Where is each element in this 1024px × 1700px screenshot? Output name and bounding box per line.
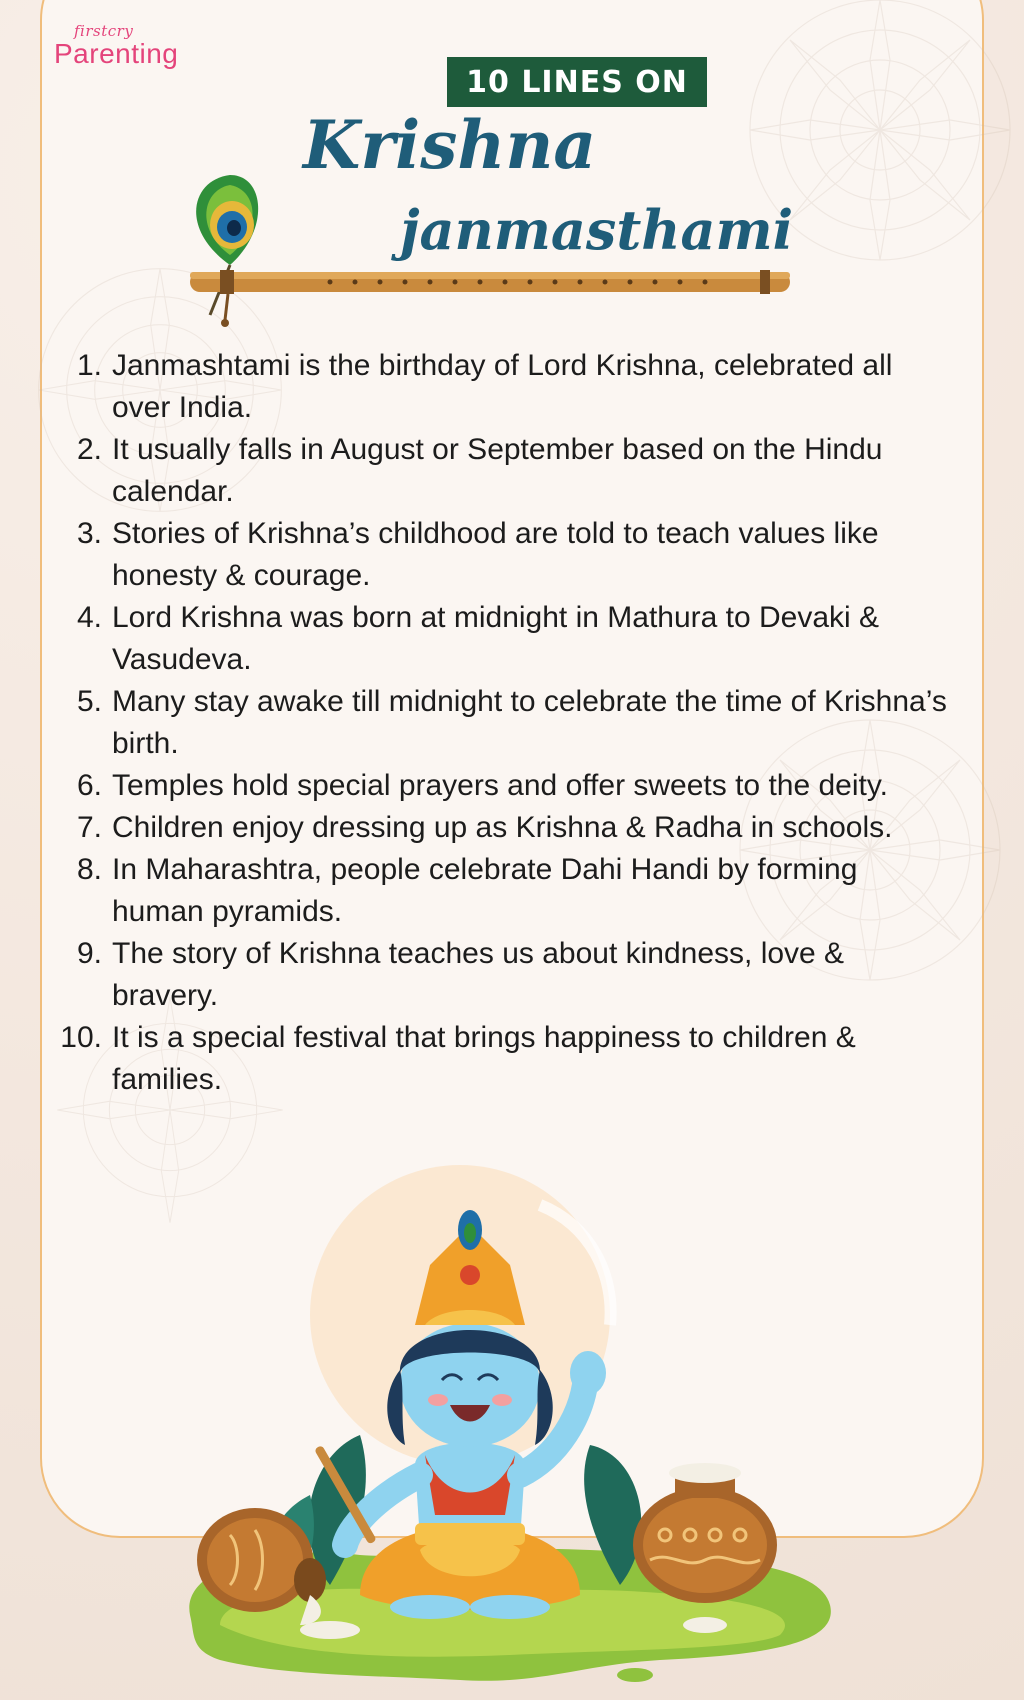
list-text: Many stay awake till midnight to celebrate the time of Krishna’s birth. — [112, 685, 947, 760]
list-number: 8. — [76, 853, 102, 886]
list-item — [50, 933, 950, 1017]
flute-icon — [190, 270, 790, 327]
peacock-feather-flute-icon — [170, 170, 800, 350]
list-text: It usually falls in August or September based on the Hindu calendar. — [112, 433, 883, 508]
list-text: Temples hold special prayers and offer sweets to the deity. — [112, 769, 888, 802]
list-item — [50, 1017, 950, 1101]
list-text: It is a special festival that brings happiness to children & families. — [112, 1021, 856, 1096]
list-item — [50, 849, 950, 933]
list-number: 5. — [76, 685, 102, 718]
list-item — [50, 513, 950, 597]
brand-top-text: firstcry — [74, 22, 134, 40]
brand-logo — [54, 22, 194, 72]
list-item — [50, 345, 950, 429]
list-number: 9. — [76, 937, 102, 970]
list-number: 7. — [76, 811, 102, 844]
list-number: 2. — [76, 433, 102, 466]
list-number: 4. — [76, 601, 102, 634]
title-banner: 10 LINES ON — [447, 57, 707, 107]
list-number: 1. — [76, 349, 102, 382]
title-janmasthami: janmasthami — [400, 198, 794, 262]
list-text: Lord Krishna was born at midnight in Mathura to Devaki & Vasudeva. — [112, 601, 880, 676]
list-item — [50, 681, 950, 765]
list-number: 3. — [76, 517, 102, 550]
list-text: Stories of Krishna’s childhood are told to teach values like honesty & courage. — [112, 517, 879, 592]
list-item — [50, 765, 950, 807]
title-krishna: Krishna — [303, 106, 597, 184]
list-number: 6. — [76, 769, 102, 802]
list-text: The story of Krishna teaches us about kindness, love & bravery. — [112, 937, 845, 1012]
list-text: In Maharashtra, people celebrate Dahi Handi by forming human pyramids. — [112, 853, 858, 928]
baby-krishna-illustration — [160, 1155, 860, 1700]
ten-lines-list — [50, 345, 950, 1101]
list-item — [50, 429, 950, 513]
brand-name: Parenting — [54, 38, 179, 69]
list-number: 10. — [60, 1021, 102, 1054]
list-item — [50, 807, 950, 849]
list-item — [50, 597, 950, 681]
list-text: Children enjoy dressing up as Krishna & Radha in schools. — [112, 811, 893, 844]
clay-pot-right-icon — [633, 1463, 777, 1603]
list-text: Janmashtami is the birthday of Lord Krishna, celebrated all over India. — [112, 349, 893, 424]
